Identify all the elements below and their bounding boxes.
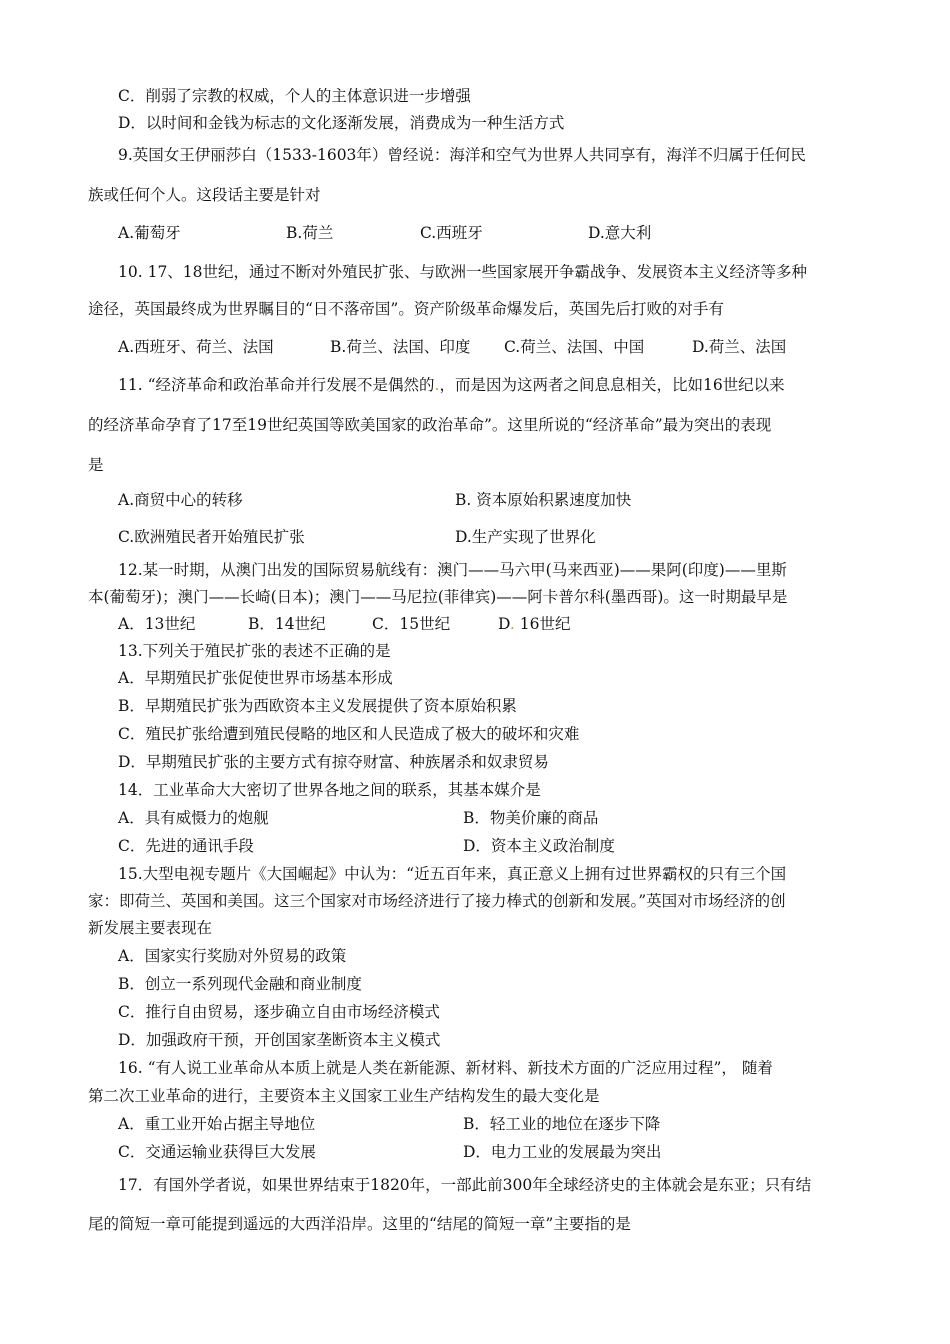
q12-option-d-dot: . bbox=[509, 615, 515, 633]
q12-option-d-text: 16世纪 bbox=[514, 615, 571, 633]
q10-option-c: C.荷兰、法国、中国 bbox=[504, 338, 645, 356]
q16-stem-line2: 第二次工业革命的进行，主要资本主义国家工业生产结构发生的最大变化是 bbox=[88, 1087, 600, 1105]
q11-stem-line1-b: ，而是因为这两者之间息息相关，比如16世纪以来 bbox=[439, 376, 785, 394]
q12-stem-line2: 本(葡萄牙)；澳门——长崎(日本)；澳门——马尼拉(菲律宾)——阿卡普尔科(墨西哥)。这一时期最早是 bbox=[88, 588, 788, 606]
q11-option-b: B. 资本原始积累速度加快 bbox=[455, 491, 632, 509]
q15-option-c: C．推行自由贸易，逐步确立自由市场经济模式 bbox=[118, 1003, 440, 1021]
q12-option-b: B．14世纪 bbox=[248, 615, 326, 633]
q14-option-d: D．资本主义政治制度 bbox=[463, 837, 615, 855]
q16-option-a: A．重工业开始占据主导地位 bbox=[118, 1115, 316, 1133]
q13-option-b: B．早期殖民扩张为西欧资本主义发展提供了资本原始积累 bbox=[118, 697, 517, 715]
q11-option-d: D.生产实现了世界化 bbox=[455, 528, 596, 546]
q10-stem-line2: 途径，英国最终成为世界瞩目的“日不落帝国”。资产阶级革命爆发后，英国先后打败的对手有 bbox=[88, 300, 724, 318]
q16-option-d: D．电力工业的发展最为突出 bbox=[463, 1143, 662, 1161]
q15-option-a: A．国家实行奖励对外贸易的政策 bbox=[118, 947, 347, 965]
q12-stem-line1: 12.某一时期，从澳门出发的国际贸易航线有：澳门——马六甲(马来西亚)——果阿(印度)——里斯 bbox=[118, 561, 787, 579]
q14-option-c: C．先进的通讯手段 bbox=[118, 837, 254, 855]
q11-stem-line2: 的经济革命孕育了17至19世纪英国等欧美国家的政治革命”。这里所说的“经济革命”最为突出的表现 bbox=[88, 416, 772, 434]
q8-option-d: D．以时间和金钱为标志的文化逐渐发展，消费成为一种生活方式 bbox=[118, 114, 565, 132]
q13-option-d: D．早期殖民扩张的主要方式有掠夺财富、种族屠杀和奴隶贸易 bbox=[118, 753, 549, 771]
q13-option-a: A．早期殖民扩张促使世界市场基本形成 bbox=[118, 669, 393, 687]
q13-stem: 13.下列关于殖民扩张的表述不正确的是 bbox=[118, 642, 391, 660]
q15-stem-line3: 新发展主要表现在 bbox=[88, 919, 213, 937]
q10-option-a: A.西班牙、荷兰、法国 bbox=[118, 338, 274, 356]
q16-option-c: C．交通运输业获得巨大发展 bbox=[118, 1143, 316, 1161]
q10-option-d: D.荷兰、法国 bbox=[692, 338, 787, 356]
q9-option-d: D.意大利 bbox=[588, 224, 652, 242]
q11-option-a: A.商贸中心的转移 bbox=[118, 491, 243, 509]
q11-stem-line1-a: 11. “经济革命和政治革命并行发展不是偶然的 bbox=[118, 376, 435, 394]
q17-stem-line2: 尾的简短一章可能提到遥远的大西洋沿岸。这里的“结尾的简短一章”主要指的是 bbox=[88, 1215, 631, 1233]
q12-option-d-letter: D bbox=[498, 615, 510, 633]
q9-option-a: A.葡萄牙 bbox=[118, 224, 181, 242]
q9-option-b: B.荷兰 bbox=[286, 224, 334, 242]
q14-stem: 14．工业革命大大密切了世界各地之间的联系，其基本媒介是 bbox=[118, 781, 541, 799]
q15-stem-line1: 15.大型电视专题片《大国崛起》中认为：“近五百年来，真正意义上拥有过世界霸权的只有三个国 bbox=[118, 865, 787, 883]
q16-stem-line1: 16. “有人说工业革命从本质上就是人类在新能源、新材料、新技术方面的广泛应用过程”， 随着 bbox=[118, 1059, 773, 1077]
q9-stem-line1: 9.英国女王伊丽莎白（1533-1603年）曾经说：海洋和空气为世界人共同享有，海洋不归属于任何民 bbox=[118, 146, 806, 164]
q13-option-c: C．殖民扩张给遭到殖民侵略的地区和人民造成了极大的破坏和灾难 bbox=[118, 725, 580, 743]
q9-stem-line2: 族或任何个人。这段话主要是针对 bbox=[88, 186, 321, 204]
q11-stem-line3: 是 bbox=[88, 456, 104, 474]
q12-option-c: C．15世纪 bbox=[372, 615, 451, 633]
q17-stem-line1: 17．有国外学者说，如果世界结束于1820年，一部此前300年全球经济史的主体就会是东亚；只有结 bbox=[118, 1176, 812, 1194]
q11-stem-dot: . bbox=[434, 376, 440, 394]
q14-option-b: B．物美价廉的商品 bbox=[463, 809, 599, 827]
q12-option-d bbox=[498, 614, 570, 634]
q15-stem-line2: 家：即荷兰、英国和美国。这三个国家对市场经济进行了接力棒式的创新和发展。”英国对市场经济的创 bbox=[88, 892, 786, 910]
q14-option-a: A．具有威慑力的炮舰 bbox=[118, 809, 269, 827]
q10-stem-line1: 10. 17、18世纪，通过不断对外殖民扩张、与欧洲一些国家展开争霸战争、发展资本主义经济等多种 bbox=[118, 263, 808, 281]
q9-option-c: C.西班牙 bbox=[420, 224, 483, 242]
q8-option-c: C．削弱了宗教的权威，个人的主体意识进一步增强 bbox=[118, 87, 471, 105]
q10-option-b: B.荷兰、法国、印度 bbox=[330, 338, 471, 356]
q11-option-c: C.欧洲殖民者开始殖民扩张 bbox=[118, 528, 305, 546]
q11-stem-line1 bbox=[118, 375, 785, 395]
q15-option-b: B．创立一系列现代金融和商业制度 bbox=[118, 975, 362, 993]
q12-option-a: A．13世纪 bbox=[118, 615, 196, 633]
q16-option-b: B．轻工业的地位在逐步下降 bbox=[463, 1115, 661, 1133]
q15-option-d: D．加强政府干预，开创国家垄断资本主义模式 bbox=[118, 1031, 441, 1049]
